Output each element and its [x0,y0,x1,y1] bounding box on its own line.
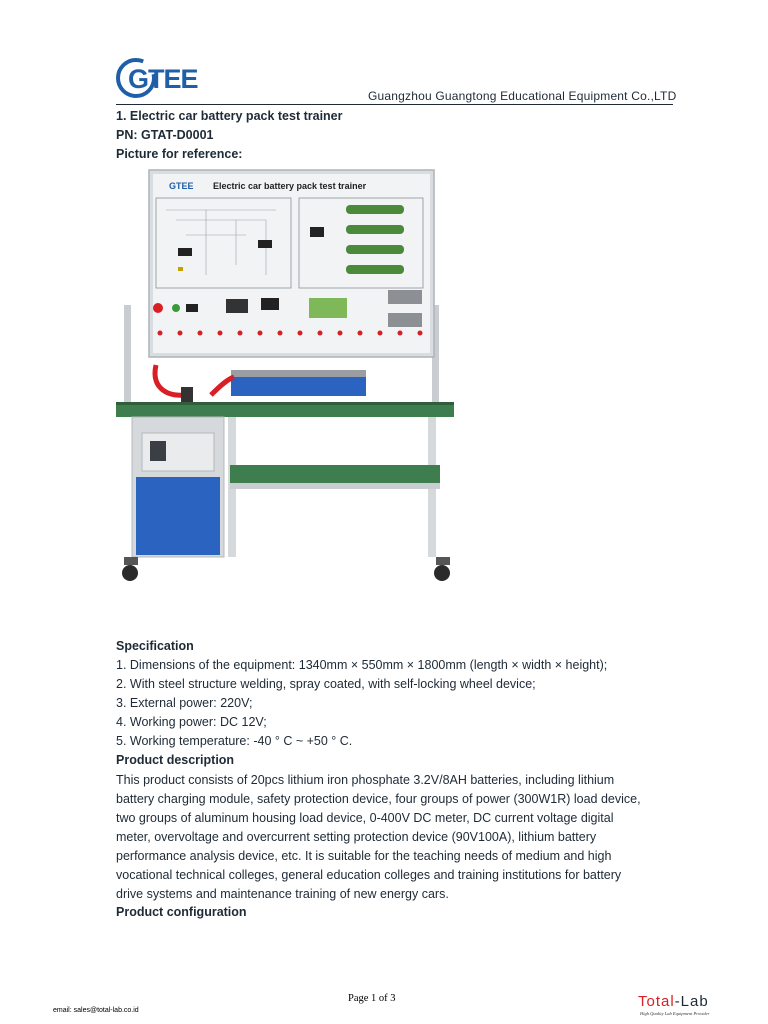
description-line: performance analysis device, etc. It is suitable for the teaching needs of medium and high [116,849,612,863]
brand-tagline: High Quality Lab Equipment Provider [640,1011,710,1016]
svg-text:GTEE: GTEE [169,181,194,191]
spec-item: 2. With steel structure welding, spray coated, with self-locking wheel device; [116,677,536,691]
spec-item: 3. External power: 220V; [116,696,253,710]
description-line: battery charging module, safety protection device, four groups of power (300W1R) load device, [116,792,641,806]
product-pn: PN: GTAT-D0001 [116,128,214,142]
page-number: Page 1 of 3 [348,993,396,1004]
description-heading: Product description [116,753,235,767]
spec-item: 1. Dimensions of the equipment: 1340mm × 550mm × 1800mm (length × width × height); [116,658,608,672]
board-title: Electric car battery pack test trainer [213,181,367,191]
description-line: vocational technical colleges, general education colleges and training institutions for battery [116,868,622,882]
description-line: drive systems and maintenance training of new energy cars. [116,887,449,901]
description-line: meter, overvoltage and overcurrent setting protection device (90V100A), lithium battery [116,830,597,844]
header-divider [116,104,673,105]
spec-item: 4. Working power: DC 12V; [116,715,267,729]
spec-item: 5. Working temperature: -40 ° C ~ +50 ° C. [116,734,353,748]
specification-heading: Specification [116,639,194,653]
product-title: 1. Electric car battery pack test trainer [116,109,343,123]
description-text [116,771,691,904]
brand-logo [638,993,709,1010]
product-photo [116,165,466,595]
description-line: This product consists of 20pcs lithium iron phosphate 3.2V/8AH batteries, including lithium [116,773,615,787]
brand-part-1: Total [638,993,675,1010]
company-logo [116,52,220,102]
brand-part-2: -Lab [674,993,709,1010]
description-line: two groups of aluminum housing load device, 0-400V DC meter, DC current voltage digital [116,811,614,825]
configuration-heading: Product configuration [116,905,247,919]
picture-label: Picture for reference: [116,147,243,161]
footer-email: email: sales@total-lab.co.id [53,1007,139,1014]
logo-text: GTEE [128,64,198,94]
company-name: Guangzhou Guangtong Educational Equipment Co.,LTD [368,89,677,103]
